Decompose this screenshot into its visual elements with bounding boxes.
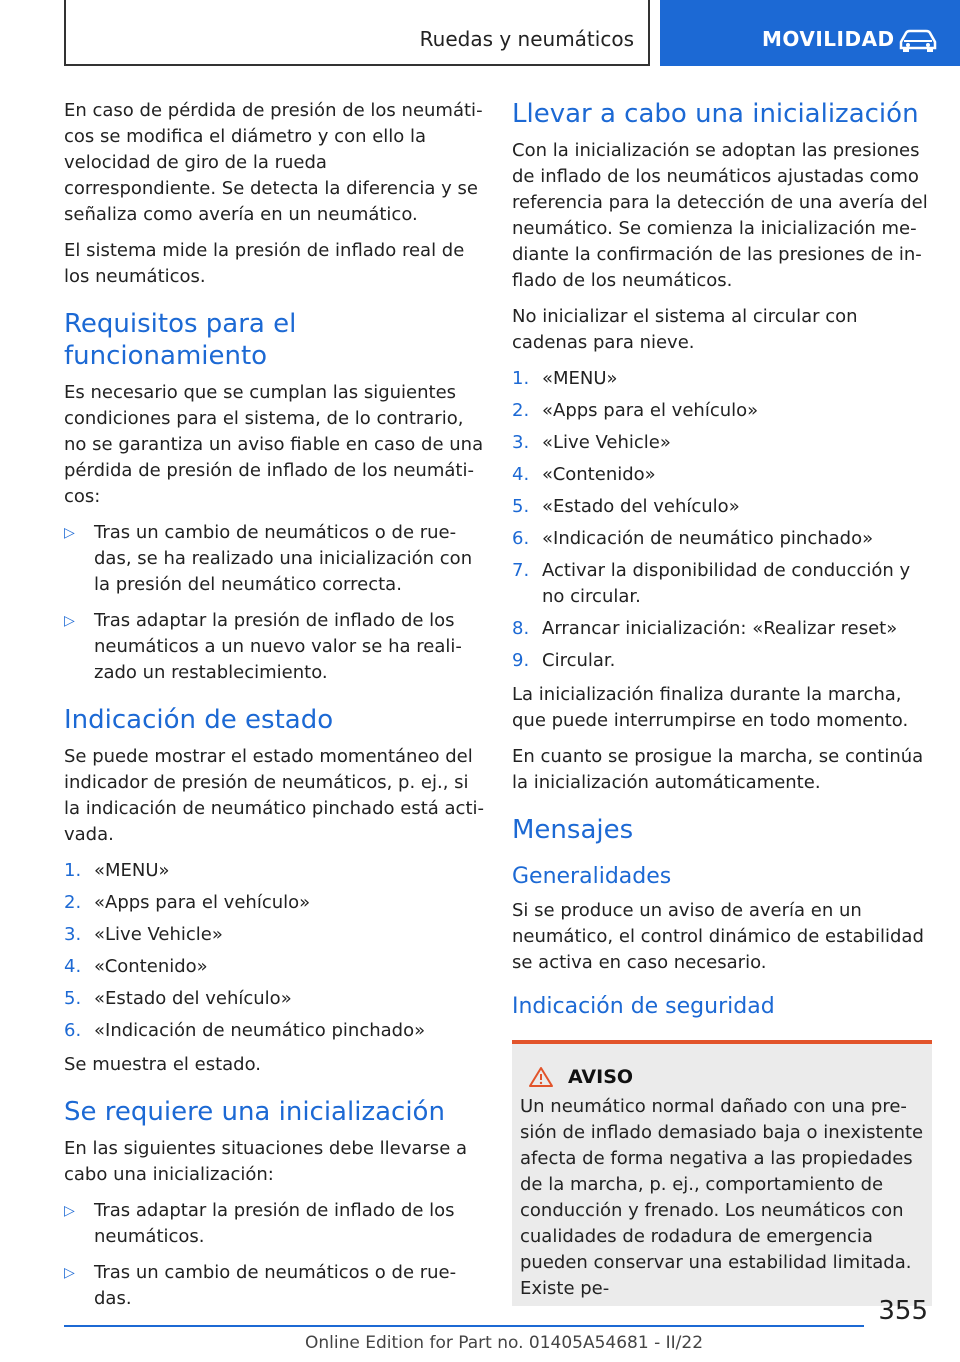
status-after-text: Se muestra el estado.	[64, 1054, 262, 1075]
page-header	[0, 0, 960, 66]
init-steps	[512, 366, 932, 674]
triangle-bullet-icon: ▷	[64, 525, 75, 541]
safety-heading: Indicación de seguridad	[512, 994, 775, 1019]
list-item: 1. «MENU»	[512, 368, 618, 389]
init-text: Con la inicialización se adoptan las presiones de inflado de los neumáticos ajustadas como referencia para la detección de una avería del neumático. Se comienza la inicialización mediante la confirmación de las presiones de inflado de los neumáticos.	[512, 140, 928, 291]
footer-divider	[64, 1325, 864, 1327]
list-item: 3. «Live Vehicle»	[512, 432, 671, 453]
right-column	[512, 98, 932, 1306]
triangle-bullet-icon: ▷	[64, 1265, 75, 1281]
messages-heading: Mensajes	[512, 815, 634, 845]
warning-label: AVISO	[568, 1066, 634, 1088]
warning-title	[528, 1066, 924, 1088]
category-title: MOVILIDAD	[762, 27, 895, 51]
intro-paragraph: En caso de pérdida de presión de los neumáticos se modifica el diámetro y con ello la velocidad de giro de la rueda correspondiente. Se detecta la diferencia y se señaliza como avería en un neumático.	[64, 100, 483, 225]
list-item: ▷ Tras un cambio de neumáticos o de ruedas.	[64, 1262, 457, 1309]
section-tab	[64, 0, 650, 66]
section-title: Ruedas y neumáticos	[419, 27, 634, 51]
status-heading: Indicación de estado	[64, 705, 334, 735]
category-tab	[660, 0, 960, 66]
warning-triangle-icon	[528, 1066, 554, 1088]
car-icon	[898, 28, 938, 54]
warning-box	[512, 1040, 932, 1306]
list-item: 3. «Live Vehicle»	[64, 924, 223, 945]
requirements-list	[64, 520, 484, 686]
init-required-list	[64, 1198, 484, 1312]
init-text: No inicializar el sistema al circular con cadenas para nieve.	[512, 306, 858, 353]
list-item: 2. «Apps para el vehículo»	[512, 400, 759, 421]
list-item: 6. «Indicación de neumático pinchado»	[64, 1020, 426, 1041]
general-heading: Generalidades	[512, 864, 672, 889]
triangle-bullet-icon: ▷	[64, 613, 75, 629]
edition-text: Online Edition for Part no. 01405A54681 - II/22	[305, 1333, 704, 1353]
init-required-text: En las siguientes situaciones debe llevarse a cabo una inicialización:	[64, 1138, 468, 1185]
list-item: ▷ Tras adaptar la presión de inflado de los neumáticos a un nuevo valor se ha realizado un restablecimiento.	[64, 610, 462, 683]
list-item: 9. Circular.	[512, 650, 616, 671]
intro-paragraph: El sistema mide la presión de inflado real de los neumáticos.	[64, 240, 465, 287]
init-after-text: La inicialización finaliza durante la marcha, que puede interrumpirse en todo momento.	[512, 684, 909, 731]
warning-text: Un neumático normal dañado con una presión de inflado demasiado baja o inexistente afecta de forma negativa a las propiedades de la marcha, p. ej., comportamiento de conducción y frenado. Los neumáticos con cualidades de rodadura de emergencia pueden conservar una estabilidad limitada. Existe pe-	[520, 1096, 924, 1299]
list-item: 5. «Estado del vehículo»	[64, 988, 292, 1009]
status-text: Se puede mostrar el estado momentáneo del indicador de presión de neumáticos, p. ej., si la indicación de neumático pinchado está activada.	[64, 746, 484, 845]
list-item: 4. «Contenido»	[512, 464, 656, 485]
init-required-heading: Se requiere una inicialización	[64, 1097, 445, 1127]
page-number: 355	[878, 1296, 928, 1326]
list-item: 6. «Indicación de neumático pinchado»	[512, 528, 874, 549]
left-column	[64, 98, 484, 1322]
list-item: ▷ Tras adaptar la presión de inflado de los neumáticos.	[64, 1200, 455, 1247]
list-item: 2. «Apps para el vehículo»	[64, 892, 311, 913]
init-heading: Llevar a cabo una inicialización	[512, 99, 919, 129]
list-item: 8. Arrancar inicialización: «Realizar reset»	[512, 618, 898, 639]
init-after-text: En cuanto se prosigue la marcha, se continúa la inicialización automáticamente.	[512, 746, 924, 793]
list-item: 4. «Contenido»	[64, 956, 208, 977]
requirements-text: Es necesario que se cumplan las siguientes condiciones para el sistema, de lo contrario, no se garantiza un aviso fiable en caso de una pérdida de presión de inflado de los neumáticos:	[64, 382, 484, 507]
list-item: 1. «MENU»	[64, 860, 170, 881]
general-text: Si se produce un aviso de avería en un neumático, el control dinámico de estabilidad se activa en caso necesario.	[512, 900, 924, 973]
list-item: ▷ Tras un cambio de neumáticos o de ruedas, se ha realizado una inicialización con la presión del neumático correcta.	[64, 522, 473, 595]
triangle-bullet-icon: ▷	[64, 1203, 75, 1219]
requirements-heading: Requisitos para el funcionamiento	[64, 309, 297, 371]
list-item: 5. «Estado del vehículo»	[512, 496, 740, 517]
list-item: 7. Activar la disponibilidad de conducción y no circular.	[512, 560, 911, 607]
status-steps	[64, 858, 484, 1044]
